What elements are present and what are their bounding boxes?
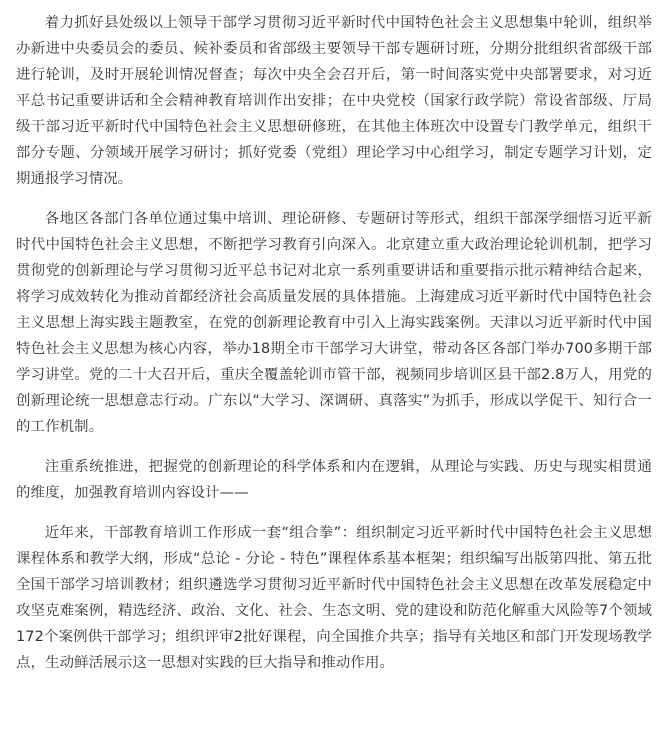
paragraph-4: 近年来，干部教育培训工作形成一套“组合拳”：组织制定习近平新时代中国特色社会主义思想课程体系和教学大纲，形成“总论 - 分论 - 特色”课程体系基本框架；组织编写出版第四批、第五批全国干部学习培训教材；组织遴选学习贯彻习近平新时代中国特色社会主义思想在改革发展稳定中攻坚克难案例，精选经济、政治、文化、社会、生态文明、党的建设和防范化解重大风险等7个领域172个案例供干部学习；组织评审2批好课程，向全国推介共享；指导有关地区和部门开发现场教学点，生动鲜活展示这一思想对实践的巨大指导和推动作用。 (16, 525, 652, 671)
paragraph-3: 注重系统推进，把握党的创新理论的科学体系和内在逻辑，从理论与实践、历史与现实相贯通的维度，加强教育培训内容设计—— (16, 459, 652, 501)
paragraph-2: 各地区各部门各单位通过集中培训、理论研修、专题研讨等形式，组织干部深学细悟习近平新时代中国特色社会主义思想，不断把学习教育引向深入。北京建立重大政治理论轮训机制，把学习贯彻党的创新理论与学习贯彻习近平总书记对北京一系列重要讲话和重要指示批示精神结合起来，将学习成效转化为推动首都经济社会高质量发展的具体措施。上海建成习近平新时代中国特色社会主义思想上海实践主题教室，在党的创新理论教育中引入上海实践案例。天津以习近平新时代中国特色社会主义思想为核心内容，举办18期全市干部学习大讲堂，带动各区各部门举办700多期干部学习讲堂。党的二十大召开后，重庆全覆盖轮训市管干部，视频同步培训区县干部2.8万人，用党的创新理论统一思想意志行动。广东以“大学习、深调研、真落实”为抓手，形成以学促干、知行合一的工作机制。 (16, 211, 652, 435)
paragraph-1: 着力抓好县处级以上领导干部学习贯彻习近平新时代中国特色社会主义思想集中轮训，组织举办新进中央委员会的委员、候补委员和省部级主要领导干部专题研讨班，分期分批组织省部级干部进行轮训，及时开展轮训情况督查；每次中央全会召开后，第一时间落实党中央部署要求，对习近平总书记重要讲话和全会精神教育培训作出安排；在中央党校（国家行政学院）常设省部级、厅局级干部习近平新时代中国特色社会主义思想研修班，在其他主体班次中设置专门教学单元，组织干部分专题、分领域开展学习研讨；抓好党委（党组）理论学习中心组学习，制定专题学习计划，定期通报学习情况。 (16, 15, 652, 187)
